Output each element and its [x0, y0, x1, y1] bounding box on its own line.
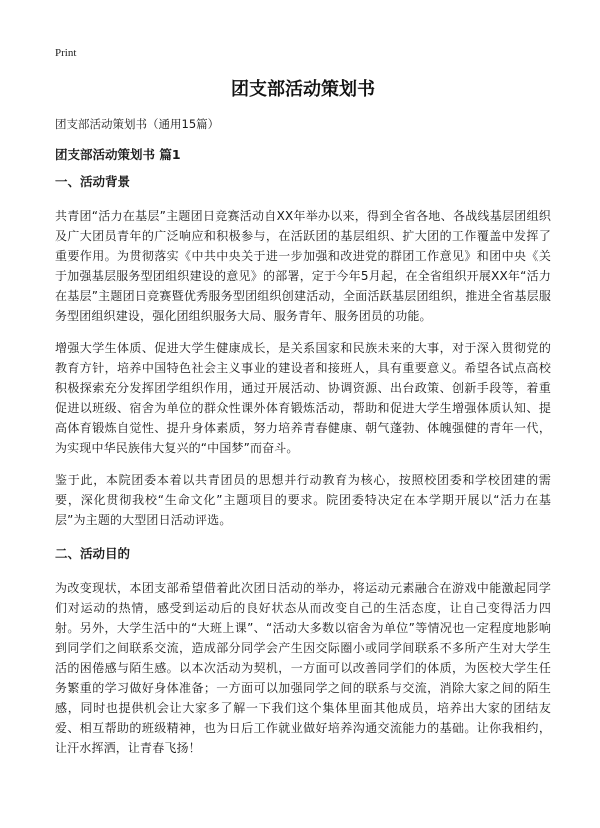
paragraph: 共青团“活力在基层”主题团日竞赛活动自XX年举办以来，得到全省各地、各战线基层团组织及广大团员青年的广泛响应和积极参与，在活跃团的基层组织、扩大团的工作覆盖中发挥了重要作用。为贯彻落实《中共中央关于进一步加强和改进党的群团工作意见》和团中央《关于加强基层服务型团组织建设的意见》的部署，定于今年5月起，在全省组织开展XX年“活力在基层”主题团日竞赛暨优秀服务型团组织创建活动，全面活跃基层团组织，推进全省基层服务型团组织建设，强化团组织服务大局、服务青年、服务团员的功能。	[55, 209, 551, 323]
section-purpose	[55, 544, 551, 758]
document-subtitle: 团支部活动策划书（通用15篇）	[55, 117, 220, 131]
section-background	[55, 172, 551, 530]
paragraph: 鉴于此，本院团委本着以共青团员的思想并行动教育为核心，按照校团委和学校团建的需要，深化贯彻我校“生命文化”主题项目的要求。院团委特决定在本学期开展以“活力在基层”为主题的大型团日活动评选。	[55, 473, 551, 527]
paragraph: 为改变现状，本团支部希望借着此次团日活动的举办，将运动元素融合在游戏中能激起同学们对运动的热情，感受到运动后的良好状态从而改变自己的生活态度，让自己变得活力四射。另外，大学生活中的“大班上课”、“活动大多数以宿舍为单位”等情况也一定程度地影响到同学们之间联系交流，造成部分同学会产生因交际圈小或同学间联系不多所产生对大学生活的困倦感与陌生感。以本次活动为契机，一方面可以改善同学们的体质，为医校大学生任务繁重的学习做好身体准备；一方面可以加强同学之间的联系与交流，消除大家之间的陌生感，同时也提供机会让大家多了解一下我们这个集体里面其他成员，培养出大家的团结友爱、相互帮助的班级精神，也为日后工作就业做好培养沟通交流能力的基础。让你我相约，让汗水挥洒，让青春飞扬！	[55, 581, 551, 755]
document-title: 团支部活动策划书	[231, 79, 375, 100]
document-page	[55, 78, 551, 768]
section-heading: 一、活动背景	[55, 174, 131, 189]
section-heading: 二、活动目的	[55, 546, 131, 561]
paragraph: 增强大学生体质、促进大学生健康成长，是关系国家和民族未来的大事，对于深入贯彻党的教育方针，培养中国特色社会主义事业的建设者和接班人，具有重要意义。希望各试点高校积极探索充分发挥团学组织作用，通过开展活动、协调资源、出台政策、创新手段等，着重促进以班级、宿舍为单位的群众性课外体育锻炼活动，帮助和促进大学生增强体质认知、提高体育锻炼自觉性、提升身体素质，努力培养青春健康、朝气蓬勃、体魄强健的青年一代，为实现中华民族伟大复兴的“中国梦”而奋斗。	[55, 341, 551, 455]
print-link[interactable]: Print	[55, 47, 77, 59]
article-title: 团支部活动策划书 篇1	[55, 147, 181, 162]
